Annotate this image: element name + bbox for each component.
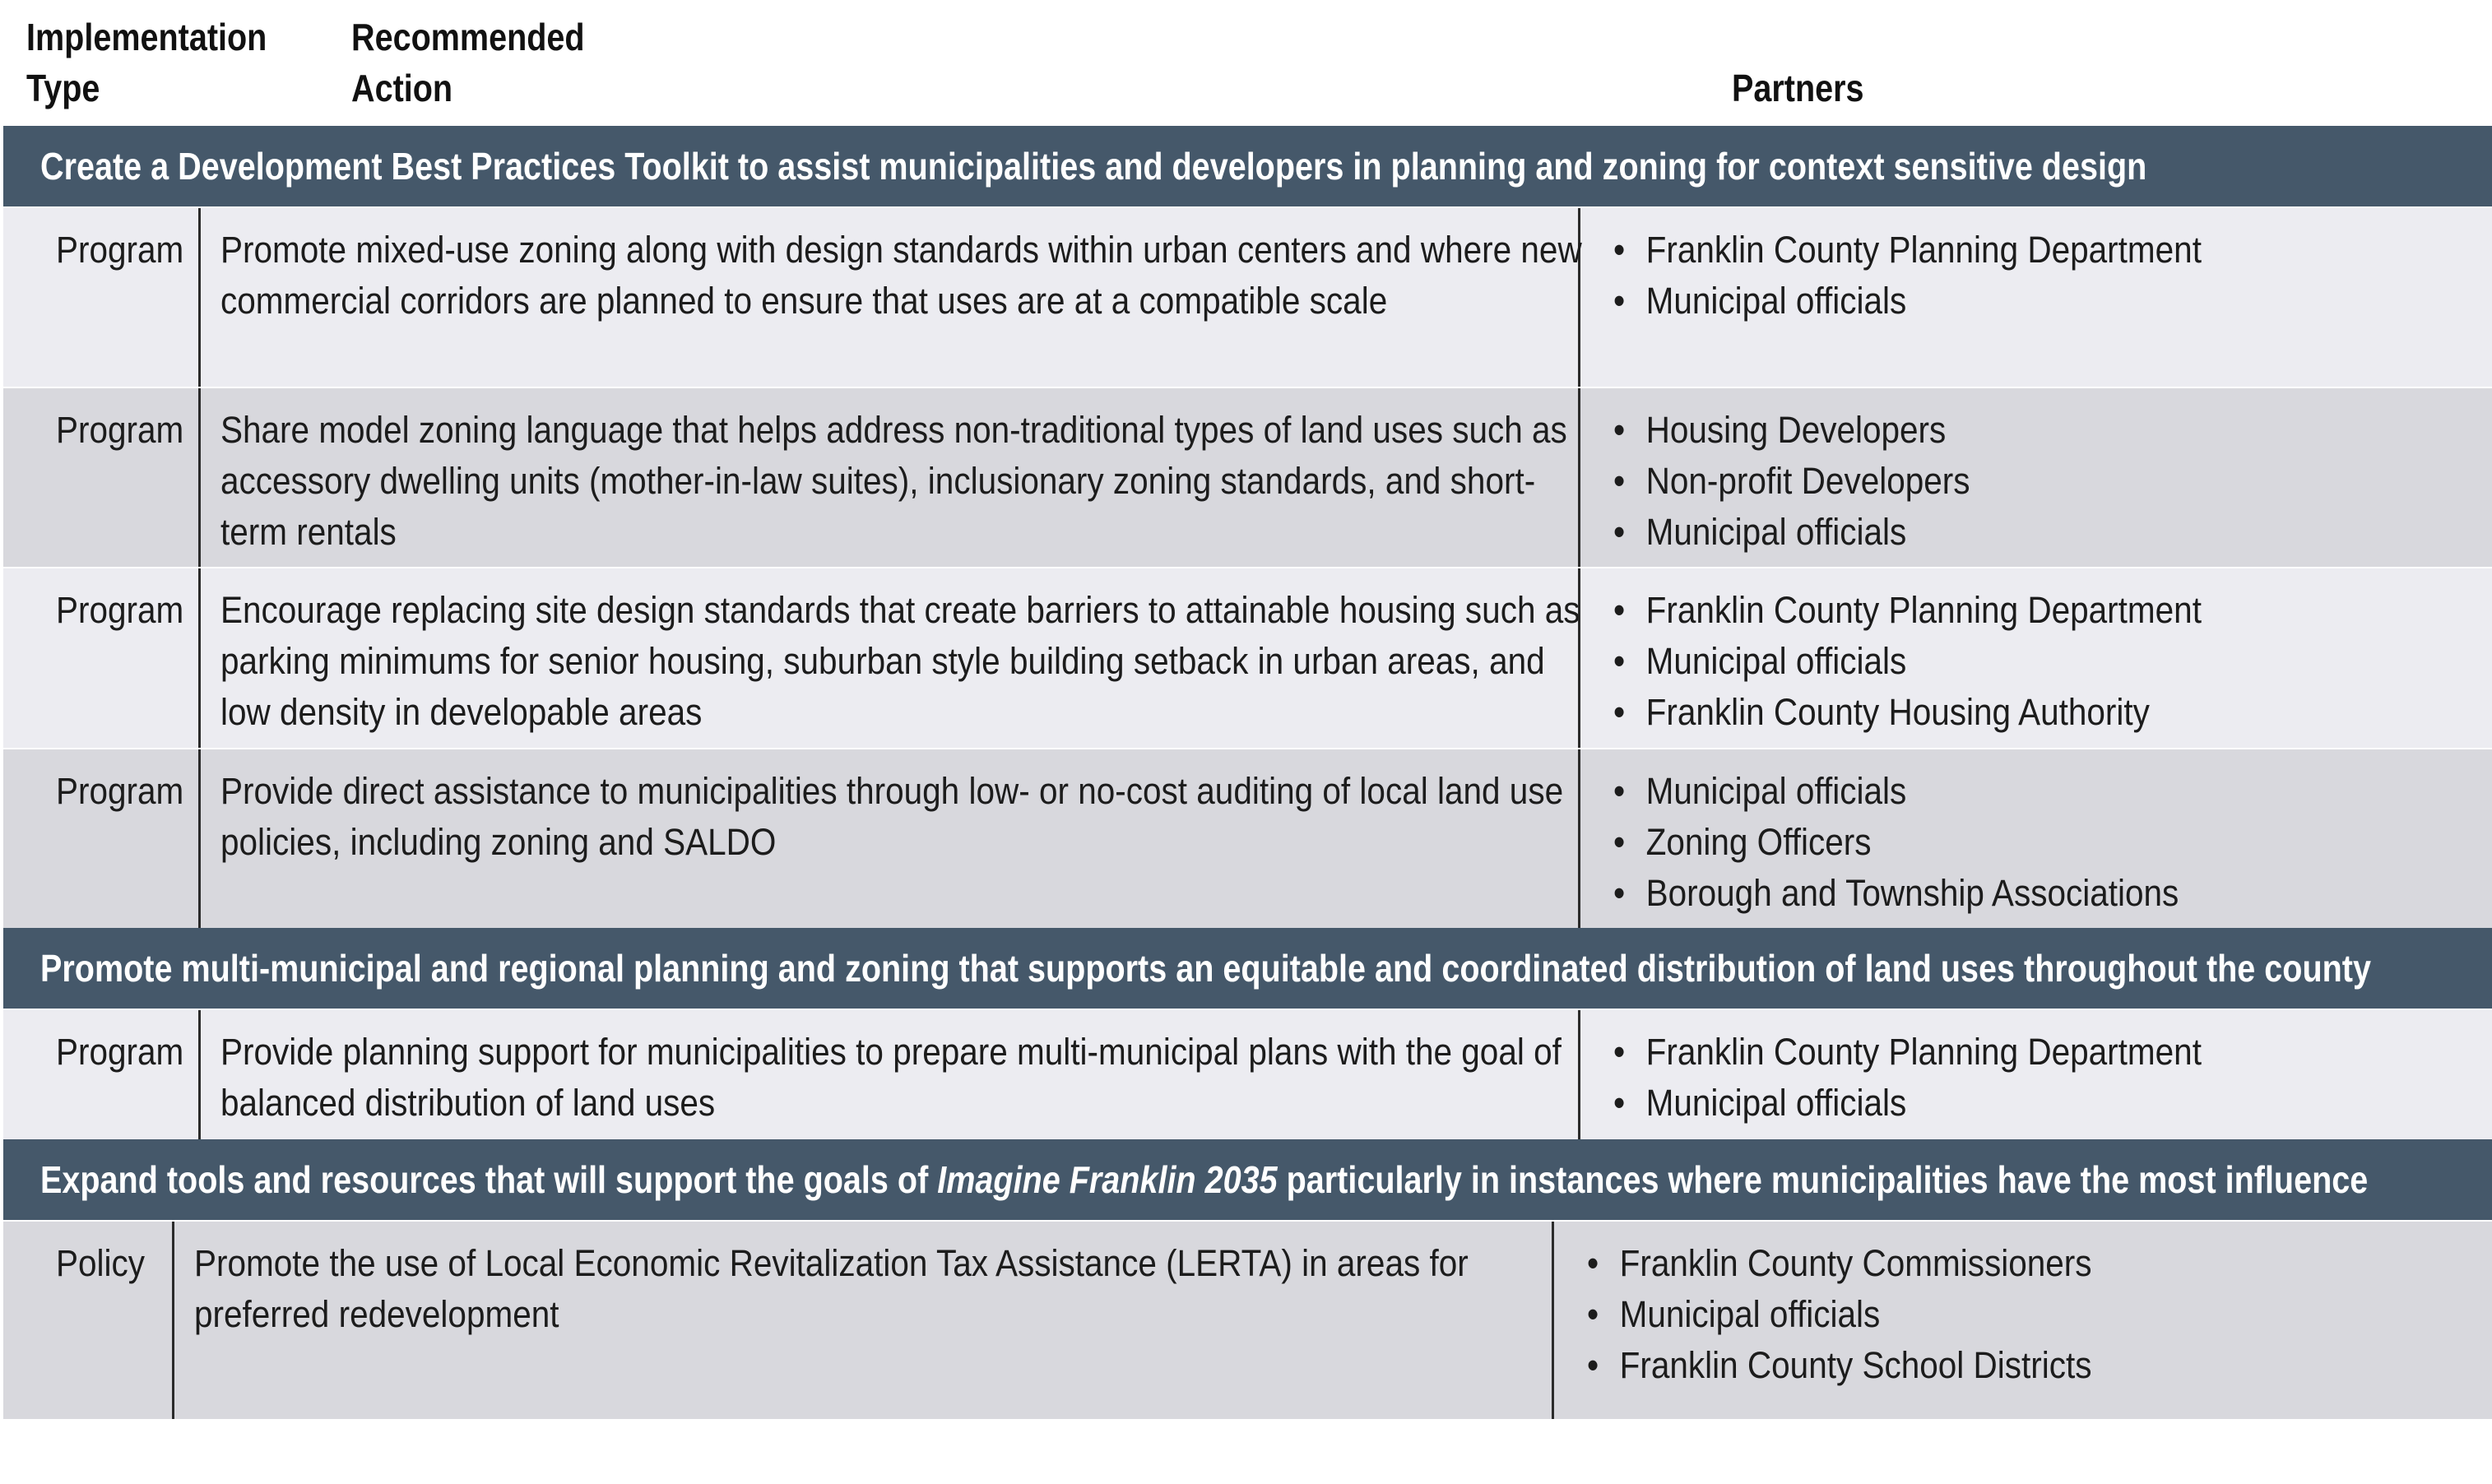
partners-cell <box>1580 1010 2492 1139</box>
header-partners: Partners <box>1732 67 1864 109</box>
partners-cell <box>1580 208 2492 387</box>
implementation-type-cell: Program <box>3 208 201 387</box>
column-header <box>0 0 2492 126</box>
header-type-line1: Implementation <box>26 16 267 58</box>
partners-cell <box>1580 749 2492 928</box>
recommended-action-cell: Promote the use of Local Economic Revitalization Tax Assistance (LERTA) in areas for preferred redevelopment <box>174 1222 1554 1419</box>
section-header <box>3 928 2492 1010</box>
section-title: Promote multi-municipal and regional planning and zoning that supports an equitable and coordinated distribution of land uses throughout the county <box>40 947 2371 990</box>
section-title-italic: Imagine Franklin 2035 <box>937 1158 1278 1201</box>
header-action-line1: Recommended <box>351 16 585 58</box>
list-item: • Franklin County Planning Department <box>1613 1027 2428 1078</box>
list-item: • Municipal officials <box>1613 636 2428 687</box>
recommended-action-cell: Share model zoning language that helps address non-traditional types of land uses such as accessory dwelling units (mother-in-law suites), inclusionary zoning standards, and short-term rentals <box>201 388 1580 567</box>
list-item: • Municipal officials <box>1613 276 2428 327</box>
section-header <box>3 1139 2492 1222</box>
partners-list <box>1613 585 2428 738</box>
table-row <box>3 1010 2492 1139</box>
list-item: • Housing Developers <box>1613 405 2428 456</box>
list-item: • Non-profit Developers <box>1613 456 2428 507</box>
implementation-type-cell: Program <box>3 1010 201 1139</box>
list-item: • Zoning Officers <box>1613 817 2428 868</box>
header-implementation-type <box>26 12 309 114</box>
list-item: • Franklin County Planning Department <box>1613 225 2428 276</box>
list-item: • Municipal officials <box>1613 1078 2428 1129</box>
partners-list <box>1613 1027 2428 1129</box>
recommended-action-cell: Provide direct assistance to municipalities through low- or no-cost auditing of local land use policies, including zoning and SALDO <box>201 749 1580 928</box>
list-item: • Borough and Township Associations <box>1613 868 2428 919</box>
implementation-type-cell: Policy <box>3 1222 174 1419</box>
implementation-type-cell: Program <box>3 749 201 928</box>
partners-list <box>1587 1238 2402 1391</box>
table-row <box>3 1222 2492 1419</box>
list-item: • Franklin County Commissioners <box>1587 1238 2402 1289</box>
partners-cell <box>1554 1222 2492 1419</box>
list-item: • Municipal officials <box>1613 766 2428 817</box>
list-item: • Franklin County Housing Authority <box>1613 687 2428 738</box>
recommended-action-cell: Encourage replacing site design standards that create barriers to attainable housing such as parking minimums for senior housing, suburban style building setback in urban areas, and low density in developable areas <box>201 568 1580 748</box>
table-row <box>3 387 2492 567</box>
list-item: • Franklin County School Districts <box>1587 1340 2402 1391</box>
recommended-action-cell: Promote mixed-use zoning along with design standards within urban centers and where new commercial corridors are planned to ensure that uses are at a compatible scale <box>201 208 1580 387</box>
section-title: Create a Development Best Practices Toolkit to assist municipalities and developers in planning and zoning for context sensitive design <box>40 145 2147 188</box>
partners-cell <box>1580 388 2492 567</box>
list-item: • Franklin County Planning Department <box>1613 585 2428 636</box>
list-item: • Municipal officials <box>1587 1289 2402 1340</box>
table-row <box>3 748 2492 928</box>
table-row <box>3 567 2492 748</box>
header-action-line2: Action <box>351 67 453 109</box>
section-title-rest: particularly in instances where municipalities have the most influence <box>1277 1158 2369 1201</box>
partners-list <box>1613 225 2428 327</box>
header-type-line2: Type <box>26 67 100 109</box>
list-item: • Municipal officials <box>1613 507 2428 558</box>
partners-list <box>1613 405 2428 558</box>
recommendations-table <box>3 126 2492 1419</box>
table-row <box>3 208 2492 387</box>
partners-list <box>1613 766 2428 919</box>
implementation-type-cell: Program <box>3 388 201 567</box>
section-header <box>3 126 2492 208</box>
partners-cell <box>1580 568 2492 748</box>
implementation-type-cell: Program <box>3 568 201 748</box>
recommended-action-cell: Provide planning support for municipalities to prepare multi-municipal plans with the goal of balanced distribution of land uses <box>201 1010 1580 1139</box>
section-title: Expand tools and resources that will support the goals of <box>40 1158 938 1201</box>
header-recommended-action <box>351 12 634 114</box>
